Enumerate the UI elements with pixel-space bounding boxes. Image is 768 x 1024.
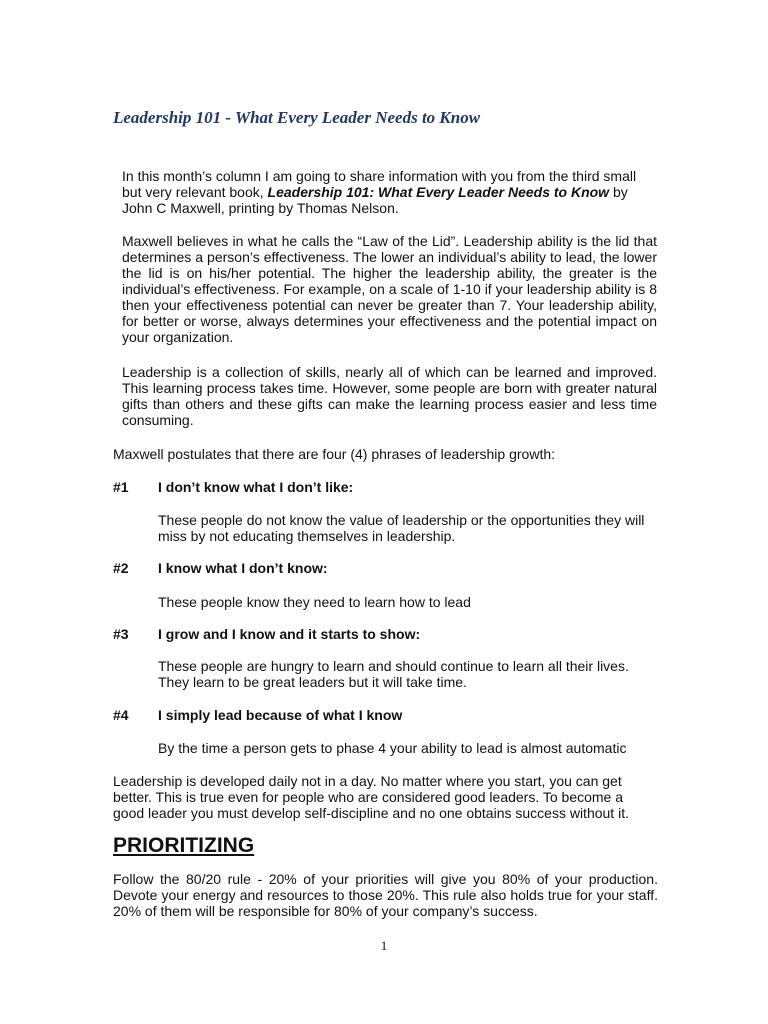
book-title: Leadership 101: What Every Leader Needs to Know <box>267 184 610 200</box>
phase-2-description: These people know they need to learn how to lead <box>158 594 471 610</box>
intro-text-after: by John C Maxwell, printing by Thomas Nelson. <box>122 184 628 216</box>
phase-1-number: #1 <box>113 479 129 495</box>
prioritizing-paragraph: Follow the 80/20 rule - 20% of your priorities will give you 80% of your production. Devote your energy and resources to those 20%. This rule also holds true for your staff. 20% of them will be responsible for 80% of your company’s success. <box>113 871 658 919</box>
phase-1-description: These people do not know the value of leadership or the opportunities they will miss by not educating themselves in leadership. <box>158 512 645 544</box>
phase-4-heading <box>113 707 658 723</box>
phase-2-heading <box>113 560 658 576</box>
law-of-lid-paragraph: Maxwell believes in what he calls the “Law of the Lid”. Leadership ability is the lid that determines a person’s effectiveness. The lower an individual’s ability to lead, the lower the lid is on his/her potential. The higher the leadership ability, the greater is the individual’s effectiveness. For example, on a scale of 1-10 if your leadership ability is 8 then your effectiveness potential can never be greater than 7. Your leadership ability, for better or worse, always determines your effectiveness and the potential impact on your organization. <box>122 233 657 345</box>
document-title: Leadership 101 - What Every Leader Needs to Know <box>113 108 481 127</box>
phase-2-title: I know what I don’t know: <box>158 560 328 576</box>
daily-development-paragraph: Leadership is developed daily not in a day. No matter where you start, you can get better. This is true even for people who are considered good leaders. To become a good leader you must develop self-discipline and no one obtains success without it. <box>113 773 629 821</box>
phase-3-heading <box>113 626 658 642</box>
phase-1-heading <box>113 479 658 495</box>
phase-2-number: #2 <box>113 560 129 576</box>
skills-collection-paragraph: Leadership is a collection of skills, nearly all of which can be learned and improved. This learning process takes time. However, some people are born with greater natural gifts than others and these gifts can make the learning process easier and less time consuming. <box>122 364 657 428</box>
phase-1-title: I don’t know what I don’t like: <box>158 479 354 495</box>
phase-3-number: #3 <box>113 626 129 642</box>
prioritizing-heading: PRIORITIZING <box>113 834 255 857</box>
intro-text-before: In this month’s column I am going to share information with you from the third small but very relevant book, <box>122 168 637 200</box>
phase-4-number: #4 <box>113 707 129 723</box>
page-number: 1 <box>380 938 388 953</box>
phase-3-title: I grow and I know and it starts to show: <box>158 626 421 642</box>
phase-4-description: By the time a person gets to phase 4 your ability to lead is almost automatic <box>158 740 627 756</box>
intro-paragraph <box>122 168 657 216</box>
four-phrases-paragraph: Maxwell postulates that there are four (4) phrases of leadership growth: <box>113 446 556 462</box>
phase-3-description: These people are hungry to learn and should continue to learn all their lives. They learn to be great leaders but it will take time. <box>158 658 629 690</box>
phase-4-title: I simply lead because of what I know <box>158 707 403 723</box>
